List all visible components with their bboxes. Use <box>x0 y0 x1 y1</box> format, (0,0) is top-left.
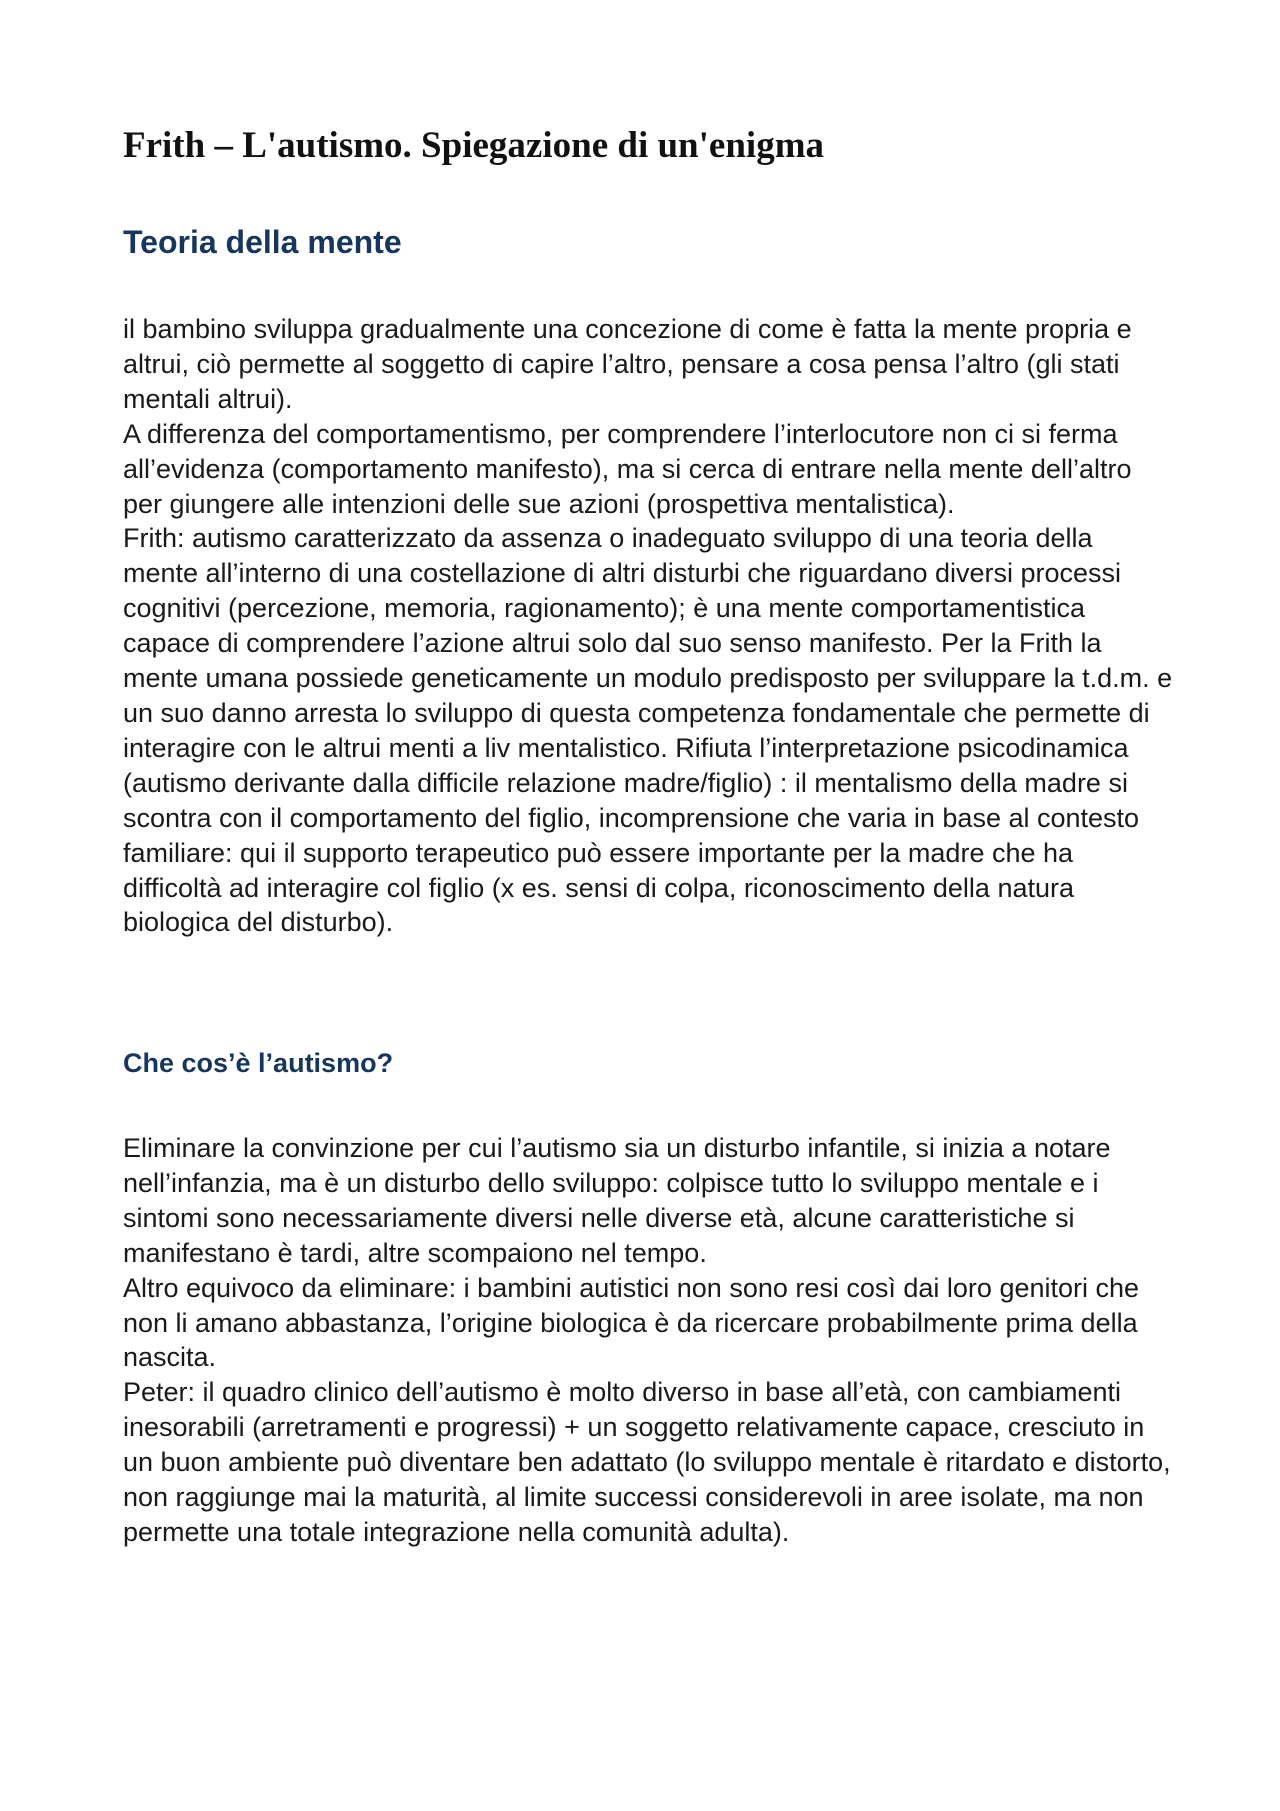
section-body-teoria-della-mente <box>123 312 1173 940</box>
paragraph: Eliminare la convinzione per cui l’autismo sia un disturbo infantile, si inizia a notare nell’infanzia, ma è un disturbo dello sviluppo: colpisce tutto lo sviluppo mentale e i sintomi sono necessariamente diversi nelle diverse età, alcune caratteristiche si manifestano è tardi, altre scompaiono nel tempo. <box>123 1133 1111 1268</box>
paragraph: A differenza del comportamentismo, per comprendere l’interlocutore non ci si ferma all’evidenza (comportamento manifesto), ma si cerca di entrare nella mente dell’altro per giungere alle intenzioni delle sue azioni (prospettiva mentalistica). <box>123 418 1132 519</box>
paragraph: Frith: autismo caratterizzato da assenza o inadeguato sviluppo di una teoria della mente all’interno di una costellazione di altri disturbi che riguardano diversi processi cognitivi (percezione, memoria, ragionamento); è una mente comportamentistica capace di comprendere l’azione altrui solo dal suo senso manifesto. Per la Frith la mente umana possiede geneticamente un modulo predisposto per sviluppare la t.d.m. e un suo danno arresta lo sviluppo di questa competenza fondamentale che permette di interagire con le altrui menti a liv mentalistico. Rifiuta l’interpretazione psicodinamica (autismo derivante dalla difficile relazione madre/figlio) : il mentalismo della madre si scontra con il comportamento del figlio, incomprensione che varia in base al contesto familiare: qui il supporto terapeutico può essere importante per la madre che ha difficoltà ad interagire col figlio (x es. sensi di colpa, riconoscimento della natura biologica del disturbo). <box>123 523 1173 938</box>
section-heading-teoria-della-mente: Teoria della mente <box>123 224 402 260</box>
section-heading-che-cos-e-autismo: Che cos’è l’autismo? <box>123 1048 394 1078</box>
section-body-che-cos-e-autismo <box>123 1131 1173 1550</box>
paragraph: Altro equivoco da eliminare: i bambini autistici non sono resi così dai loro genitori che non li amano abbastanza, l’origine biologica è da ricercare probabilmente prima della nascita. <box>123 1272 1140 1373</box>
document-title: Frith – L'autismo. Spiegazione di un'enigma <box>123 125 825 166</box>
paragraph: il bambino sviluppa gradualmente una concezione di come è fatta la mente propria e altrui, ciò permette al soggetto di capire l’altro, pensare a cosa pensa l’altro (gli stati mentali altrui). <box>123 314 1132 414</box>
paragraph: Peter: il quadro clinico dell’autismo è molto diverso in base all’età, con cambiamenti inesorabili (arretramenti e progressi) + un soggetto relativamente capace, cresciuto in un buon ambiente può diventare ben adattato (lo sviluppo mentale è ritardato e distorto, non raggiunge mai la maturità, al limite successi considerevoli in aree isolate, ma non permette una totale integrazione nella comunità adulta). <box>123 1377 1171 1547</box>
